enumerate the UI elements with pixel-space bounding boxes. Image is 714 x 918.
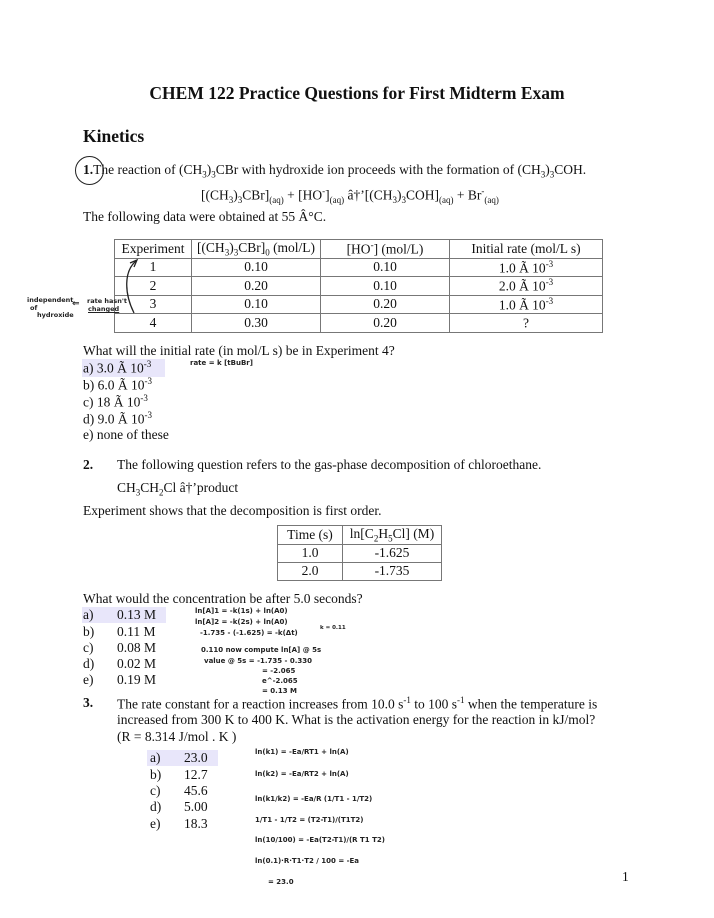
question-1-prompt: What will the initial rate (in mol/L s) be in Experiment 4? — [83, 343, 395, 358]
question-1-intro: 1.The reaction of $(CH_3)_3CBr$ with hydroxide ion proceeds with the formation of $(CH_3)_3COH$. — [83, 162, 587, 180]
q3-note: ln(0.1)·R·T1·T2 / 100 = -Ea — [255, 857, 360, 865]
table-row — [115, 258, 603, 277]
table-header-row — [278, 526, 442, 545]
question-3-option-d[interactable]: d) 5.00 — [150, 799, 208, 814]
q3-note: ln(k1) = -Ea/RT1 + ln(A) — [255, 748, 349, 756]
question-1-option-a[interactable]: a) 3.0 Ã $10^{-3}$ — [82, 359, 165, 377]
q2-note: = -2.065 — [262, 667, 296, 675]
table-header: $[(CH_3)_3CBr]_0$ (mol/L) — [192, 240, 321, 259]
table-row — [115, 314, 603, 333]
table-cell: 3 — [115, 295, 192, 314]
table-cell: 1 — [115, 258, 192, 277]
question-2-table — [277, 525, 442, 581]
note-rate-hasnt: rate hasn't — [87, 297, 127, 305]
q2-note: ln[A]1 = -k(1s) + ln(A0) — [195, 607, 288, 615]
table-cell: 1.0 Ã $10^{-3}$ — [450, 258, 603, 277]
table-cell: 4 — [115, 314, 192, 333]
page-title: CHEM 122 Practice Questions for First Midterm Exam — [149, 83, 565, 103]
table-cell: ? — [450, 314, 603, 333]
question-3-number: 3. — [83, 695, 94, 710]
q3-note: = 23.0 — [268, 878, 294, 886]
q3-note: ln(k1/k2) = -Ea/R (1/T1 - 1/T2) — [255, 795, 373, 803]
table-cell: -1.735 — [343, 562, 442, 580]
table-cell: 0.20 — [192, 277, 321, 296]
page-number: 1 — [622, 869, 629, 884]
question-2-option-c[interactable]: c) 0.08 M — [83, 640, 157, 655]
table-header: Experiment — [115, 240, 192, 259]
table-row — [115, 295, 603, 314]
table-cell: -1.625 — [343, 544, 442, 562]
table-cell: 0.20 — [321, 295, 450, 314]
question-3-option-a[interactable]: a) 23.0 — [150, 750, 208, 765]
table-header-row — [115, 240, 603, 259]
table-cell: 1.0 — [278, 544, 343, 562]
table-cell: 0.20 — [321, 314, 450, 333]
q2-note: 0.110 now compute ln[A] @ 5s — [201, 646, 322, 654]
question-2-option-e[interactable]: e) 0.19 M — [83, 672, 157, 687]
table-cell: 2.0 — [278, 562, 343, 580]
q2-note: e^-2.065 — [262, 677, 298, 685]
q2-note: = 0.13 M — [262, 687, 297, 695]
question-3-line-2: increased from 300 K to 400 K. What is the activation energy for the reaction in kJ/mol? — [117, 712, 596, 727]
table-cell: 0.10 — [321, 258, 450, 277]
table-cell: 0.10 — [321, 277, 450, 296]
table-cell: 0.10 — [192, 295, 321, 314]
q2-note: -1.735 - (-1.625) = -k(Δt) — [200, 629, 298, 637]
curved-arrow-annotation — [118, 255, 142, 325]
q2-note: ln[A]2 = -k(2s) + ln(A0) — [195, 618, 288, 626]
question-3-line-3: (R = 8.314 J/mol . K ) — [117, 729, 237, 744]
table-cell: 2.0 Ã $10^{-3}$ — [450, 277, 603, 296]
question-3-option-b[interactable]: b) 12.7 — [150, 767, 208, 782]
section-heading: Kinetics — [83, 126, 145, 146]
table-row — [115, 277, 603, 296]
table-cell: 1.0 Ã $10^{-3}$ — [450, 295, 603, 314]
question-1-option-d[interactable]: d) 9.0 Ã $10^{-3}$ — [83, 410, 152, 427]
table-cell: 0.30 — [192, 314, 321, 333]
note-changed: changed — [88, 305, 120, 313]
note-hydroxide: hydroxide — [37, 311, 74, 319]
q3-note: ln(k2) = -Ea/RT2 + ln(A) — [255, 770, 349, 778]
question-1-equation: $[(CH_3)_3CBr]_{(aq)} + [HO^-]_{(aq)}$ $â\dagger’[(CH_3)_3COH]_{(aq)} + Br^-_{(aq)}$ — [201, 186, 499, 206]
q2-note: k = 0.11 — [320, 625, 346, 631]
question-3-line-1: The rate constant for a reaction increases from 10.0 $s^{-1}$ to 100 $s^{-1}$ when the temperature is — [117, 695, 598, 712]
table-cell: 0.10 — [192, 258, 321, 277]
table-cell: 2 — [115, 277, 192, 296]
table-header: Time (s) — [278, 526, 343, 545]
table-header: $\ln[C_2H_5Cl]$ (M) — [343, 526, 442, 545]
question-1-data-line: The following data were obtained at 55 Â°C. — [83, 209, 327, 224]
question-2-prompt: What would the concentration be after 5.0 seconds? — [83, 591, 363, 606]
table-row — [278, 544, 442, 562]
question-2-number: 2. — [83, 457, 94, 472]
q3-note: 1/T1 - 1/T2 = (T2-T1)/(T1T2) — [255, 816, 364, 824]
question-2-reaction: $CH_3CH_2Cl$ â†’product — [117, 480, 239, 498]
question-2-option-d[interactable]: d) 0.02 M — [83, 656, 157, 671]
note-arrow: ⇐ — [72, 299, 80, 309]
table-header: Initial rate (mol/L s) — [450, 240, 603, 259]
question-2-statement: Experiment shows that the decomposition is first order. — [83, 503, 382, 518]
note-independent: independent — [27, 296, 74, 304]
question-1-option-b[interactable]: b) 6.0 Ã $10^{-3}$ — [83, 376, 152, 393]
q3-note: ln(10/100) = -Ea(T2-T1)/(R T1 T2) — [255, 836, 385, 844]
note-rate-law: rate = k [tBuBr] — [190, 359, 253, 367]
question-2-option-b[interactable]: b) 0.11 M — [83, 624, 156, 639]
question-2-option-a[interactable]: a) 0.13 M — [83, 607, 157, 622]
table-header: [HO-] (mol/L) — [321, 240, 450, 259]
question-3-option-c[interactable]: c) 45.6 — [150, 783, 208, 798]
note-of: of — [30, 304, 38, 312]
question-3-option-e[interactable]: e) 18.3 — [150, 816, 208, 831]
question-1-option-c[interactable]: c) 18 Ã $10^{-3}$ — [83, 393, 148, 410]
table-row — [278, 562, 442, 580]
question-1-option-e[interactable]: e) none of these — [83, 427, 169, 442]
question-1-number: 1. — [83, 162, 94, 177]
question-2-intro: The following question refers to the gas-phase decomposition of chloroethane. — [117, 457, 542, 472]
question-1-table — [114, 239, 603, 333]
q2-note: value @ 5s = -1.735 - 0.330 — [204, 657, 313, 665]
